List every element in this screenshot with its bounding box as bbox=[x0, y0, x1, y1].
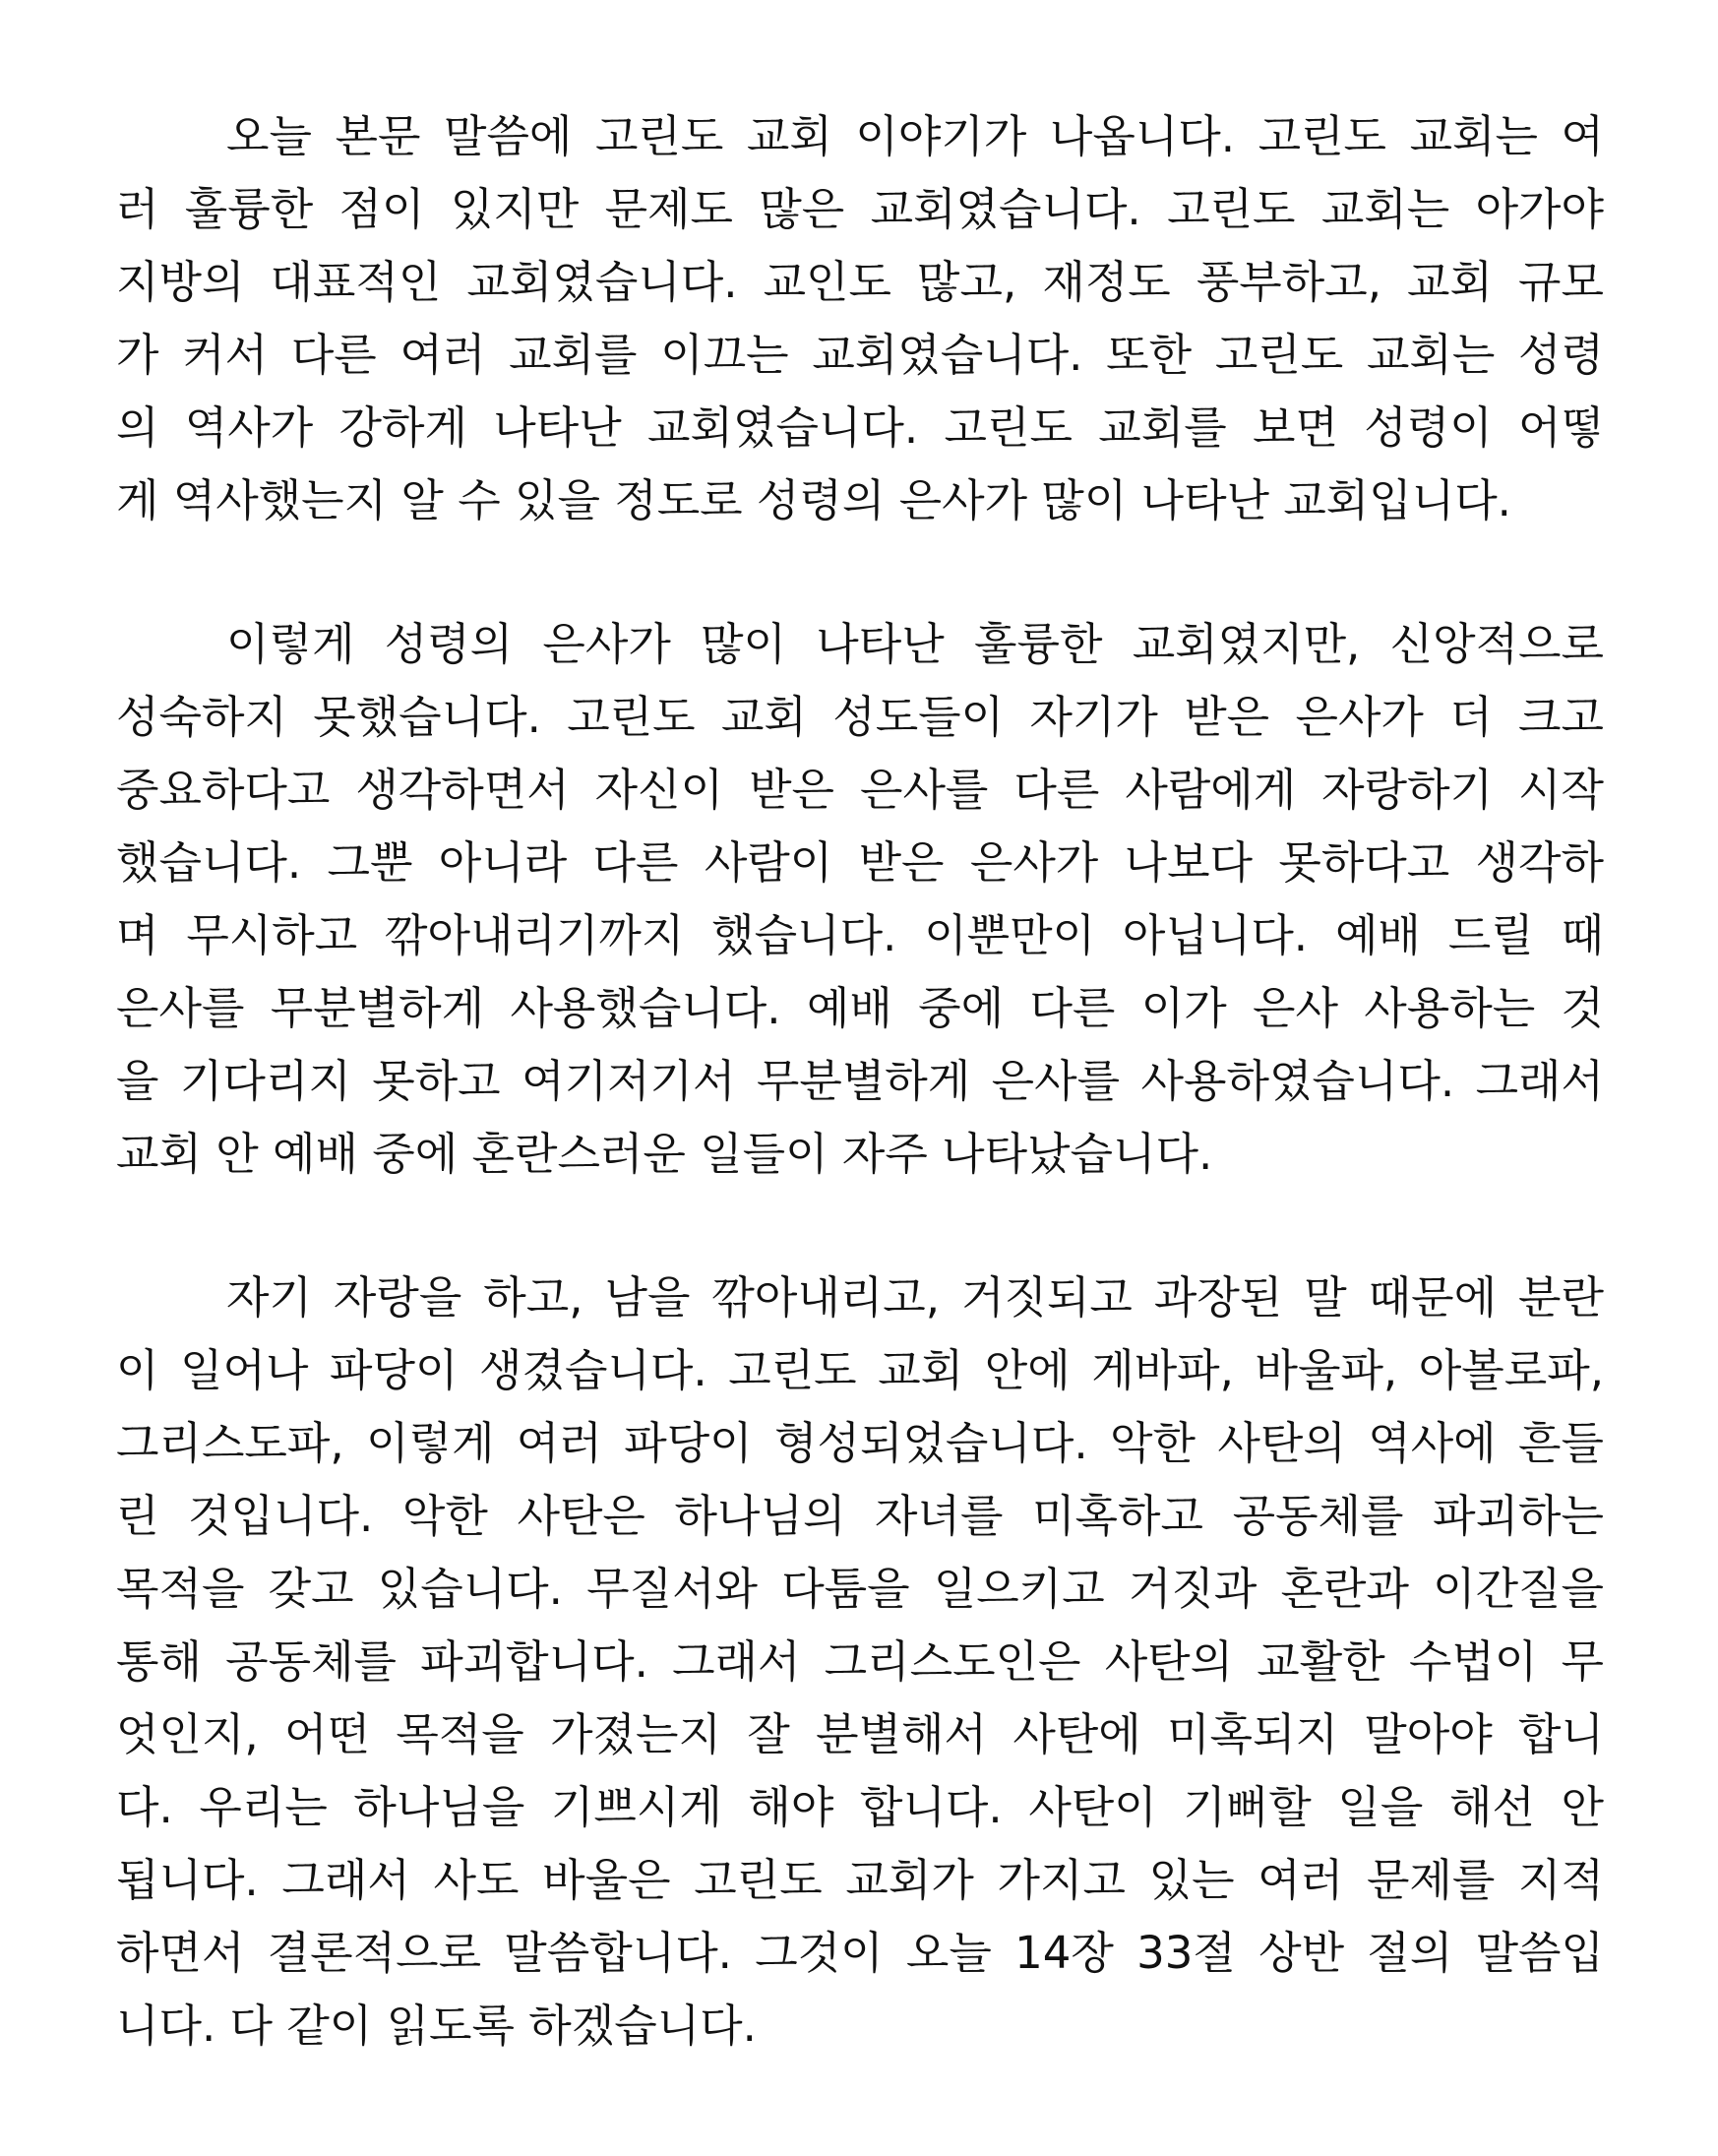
text-line: 했습니다. 그뿐 아니라 다른 사람이 받은 은사가 나보다 못하다고 생각하 bbox=[116, 836, 1604, 889]
paragraph-3 bbox=[116, 1262, 1604, 2063]
text-line: 은사를 무분별하게 사용했습니다. 예배 중에 다른 이가 은사 사용하는 것 bbox=[116, 982, 1604, 1034]
paragraph-1 bbox=[116, 100, 1604, 537]
paragraph-2 bbox=[116, 608, 1604, 1191]
document-page bbox=[116, 100, 1604, 2133]
text-line: 게 역사했는지 알 수 있을 정도로 성령의 은사가 많이 나타난 교회입니다. bbox=[116, 474, 1511, 526]
text-line: 통해 공동체를 파괴합니다. 그래서 그리스도인은 사탄의 교활한 수법이 무 bbox=[116, 1635, 1604, 1688]
text-line: 하면서 결론적으로 말씀합니다. 그것이 오늘 14장 33절 상반 절의 말씀입 bbox=[116, 1927, 1604, 1979]
text-line: 됩니다. 그래서 사도 바울은 고린도 교회가 가지고 있는 여러 문제를 지적 bbox=[116, 1854, 1604, 1906]
text-line: 다. 우리는 하나님을 기쁘시게 해야 합니다. 사탄이 기뻐할 일을 해선 안 bbox=[116, 1781, 1604, 1833]
text-line: 며 무시하고 깎아내리기까지 했습니다. 이뿐만이 아닙니다. 예배 드릴 때 bbox=[116, 909, 1604, 961]
text-line: 이렇게 성령의 은사가 많이 나타난 훌륭한 교회였지만, 신앙적으로 bbox=[226, 618, 1604, 670]
text-line: 엇인지, 어떤 목적을 가졌는지 잘 분별해서 사탄에 미혹되지 말아야 합니 bbox=[116, 1708, 1604, 1760]
text-line: 목적을 갖고 있습니다. 무질서와 다툼을 일으키고 거짓과 혼란과 이간질을 bbox=[116, 1563, 1604, 1615]
text-line: 린 것입니다. 악한 사탄은 하나님의 자녀를 미혹하고 공동체를 파괴하는 bbox=[116, 1490, 1604, 1542]
text-line: 이 일어나 파당이 생겼습니다. 고린도 교회 안에 게바파, 바울파, 아볼로파, bbox=[116, 1344, 1604, 1396]
text-line: 러 훌륭한 점이 있지만 문제도 많은 교회였습니다. 고린도 교회는 아가야 bbox=[116, 183, 1604, 235]
text-line: 그리스도파, 이렇게 여러 파당이 형성되었습니다. 악한 사탄의 역사에 흔들 bbox=[116, 1417, 1604, 1469]
text-line: 자기 자랑을 하고, 남을 깎아내리고, 거짓되고 과장된 말 때문에 분란 bbox=[226, 1271, 1604, 1324]
text-line: 오늘 본문 말씀에 고린도 교회 이야기가 나옵니다. 고린도 교회는 여 bbox=[226, 110, 1604, 162]
text-line: 니다. 다 같이 읽도록 하겠습니다. bbox=[116, 2000, 757, 2052]
text-line: 성숙하지 못했습니다. 고린도 교회 성도들이 자기가 받은 은사가 더 크고 bbox=[116, 691, 1604, 743]
text-line: 을 기다리지 못하고 여기저기서 무분별하게 은사를 사용하였습니다. 그래서 bbox=[116, 1055, 1604, 1107]
text-line: 지방의 대표적인 교회였습니다. 교인도 많고, 재정도 풍부하고, 교회 규모 bbox=[116, 256, 1604, 308]
text-line: 의 역사가 강하게 나타난 교회였습니다. 고린도 교회를 보면 성령이 어떻 bbox=[116, 401, 1604, 454]
text-line: 중요하다고 생각하면서 자신이 받은 은사를 다른 사람에게 자랑하기 시작 bbox=[116, 764, 1604, 816]
text-line: 교회 안 예배 중에 혼란스러운 일들이 자주 나타났습니다. bbox=[116, 1128, 1213, 1180]
text-line: 가 커서 다른 여러 교회를 이끄는 교회였습니다. 또한 고린도 교회는 성령 bbox=[116, 329, 1604, 381]
